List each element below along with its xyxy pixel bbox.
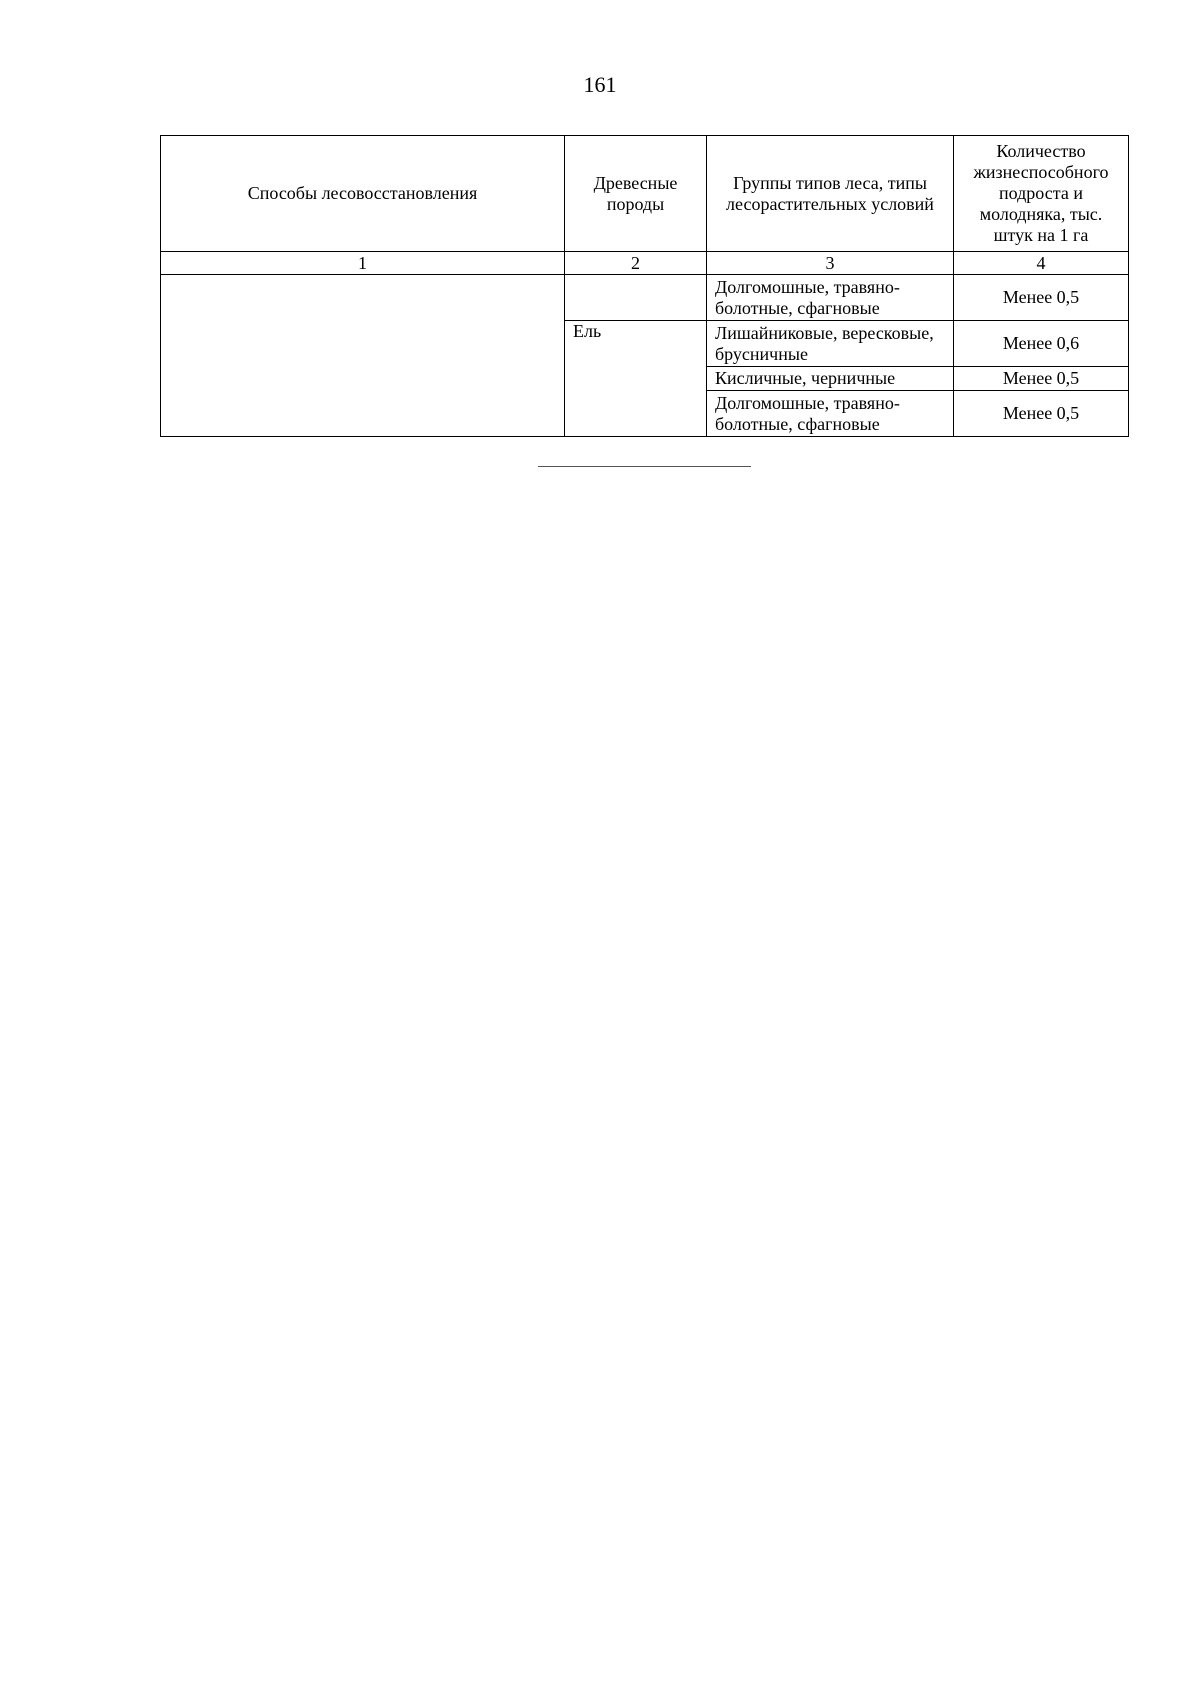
column-number: 3 [707,252,954,275]
forest-group-cell: Долгомошные, травяно-болотные, сфагновые [707,391,954,437]
header-quantity: Количество жизнеспособного подроста и молодняка, тыс. штук на 1 га [954,136,1129,252]
methods-cell [161,275,565,437]
quantity-cell: Менее 0,5 [954,391,1129,437]
table-header-row [161,136,1129,252]
header-species: Древесные породы [565,136,707,252]
quantity-cell: Менее 0,5 [954,367,1129,391]
footnote-separator [538,466,751,467]
column-number: 2 [565,252,707,275]
table-row [161,275,1129,321]
species-cell: Ель [565,321,707,437]
column-number-row [161,252,1129,275]
quantity-cell: Менее 0,5 [954,275,1129,321]
forest-group-cell: Лишайниковые, вересковые, брусничные [707,321,954,367]
header-forest-groups: Группы типов леса, типы лесорастительных условий [707,136,954,252]
column-number: 4 [954,252,1129,275]
header-methods: Способы лесовосстановления [161,136,565,252]
reforestation-table [160,135,1129,437]
forest-group-cell: Долгомошные, травяно-болотные, сфагновые [707,275,954,321]
page-number: 161 [583,72,617,97]
quantity-cell: Менее 0,6 [954,321,1129,367]
column-number: 1 [161,252,565,275]
forest-group-cell: Кисличные, черничные [707,367,954,391]
species-cell [565,275,707,321]
